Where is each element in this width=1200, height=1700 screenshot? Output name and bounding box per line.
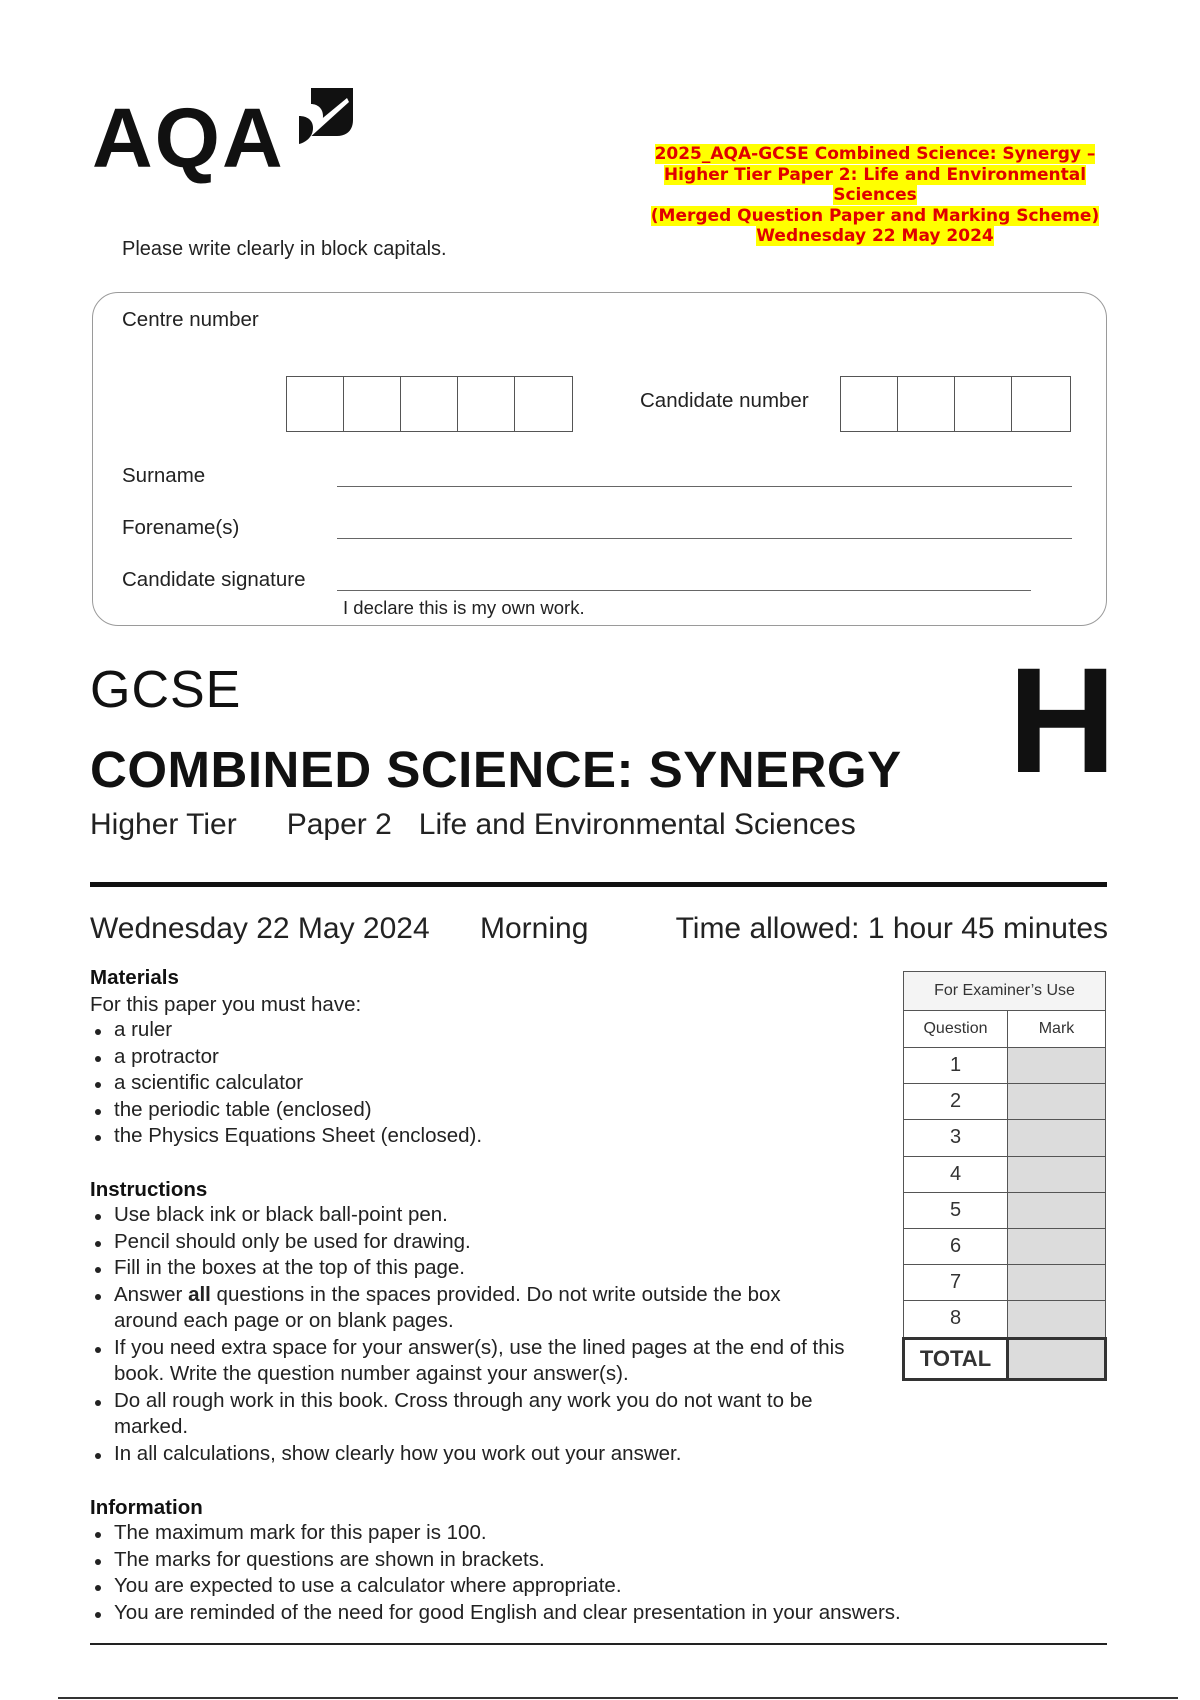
- question-number: 6: [904, 1228, 1008, 1264]
- answer-all-text: Answer: [114, 1282, 189, 1306]
- digit-box[interactable]: [955, 377, 1012, 431]
- candidate-number-label: Candidate number: [640, 389, 809, 412]
- instructions-item: Fill in the boxes at the top of this page.: [90, 1255, 850, 1282]
- digit-box[interactable]: [458, 377, 515, 431]
- information-section: [90, 1496, 1107, 1626]
- question-number: 8: [904, 1301, 1008, 1338]
- question-number: 4: [904, 1156, 1008, 1192]
- banner-line: Wednesday 22 May 2024: [756, 226, 994, 246]
- materials-item: a scientific calculator: [90, 1070, 850, 1097]
- table-row: [904, 1301, 1106, 1338]
- aqa-logo-mark-icon: [297, 86, 355, 148]
- total-label: TOTAL: [904, 1338, 1008, 1379]
- question-number: 2: [904, 1084, 1008, 1120]
- document-banner: [650, 144, 1100, 247]
- question-column-header: Question: [904, 1011, 1008, 1048]
- exam-session: Morning: [480, 912, 589, 945]
- page-edge-line: [58, 1697, 1178, 1699]
- forenames-field[interactable]: [337, 538, 1072, 539]
- mark-cell: [1008, 1120, 1106, 1156]
- banner-line: Sciences: [833, 185, 917, 205]
- digit-box[interactable]: [841, 377, 898, 431]
- mark-cell: [1008, 1156, 1106, 1192]
- forenames-label: Forename(s): [122, 516, 240, 539]
- banner-line: 2025_AQA-GCSE Combined Science: Synergy –: [654, 144, 1096, 164]
- table-row: [904, 1228, 1106, 1264]
- mark-cell: [1008, 1084, 1106, 1120]
- surname-field[interactable]: [337, 486, 1072, 487]
- exam-date: Wednesday 22 May 2024: [90, 912, 430, 945]
- digit-box[interactable]: [401, 377, 458, 431]
- centre-number-label: Centre number: [122, 308, 259, 331]
- information-item: The maximum mark for this paper is 100.: [90, 1520, 1107, 1547]
- mark-cell: [1008, 1301, 1106, 1338]
- candidate-number-boxes[interactable]: [840, 376, 1071, 432]
- declaration-text: I declare this is my own work.: [343, 597, 585, 618]
- instructions-heading: Instructions: [90, 1178, 208, 1201]
- table-row: [904, 1120, 1106, 1156]
- materials-item: the periodic table (enclosed): [90, 1097, 850, 1124]
- digit-box[interactable]: [898, 377, 955, 431]
- information-item: You are reminded of the need for good English and clear presentation in your answers.: [90, 1600, 1107, 1627]
- mark-cell: [1008, 1228, 1106, 1264]
- aqa-logo: [92, 86, 362, 186]
- qualification-title: GCSE: [90, 661, 242, 719]
- tier-name: Higher Tier: [90, 808, 237, 841]
- mark-cell: [1008, 1265, 1106, 1301]
- time-allowed: Time allowed: 1 hour 45 minutes: [675, 912, 1108, 945]
- tier-letter: H: [1008, 636, 1117, 804]
- table-row: [904, 1265, 1106, 1301]
- instructions-item: In all calculations, show clearly how you work out your answer.: [90, 1441, 850, 1468]
- signature-label: Candidate signature: [122, 568, 306, 591]
- digit-box[interactable]: [287, 377, 344, 431]
- table-row: [904, 1192, 1106, 1228]
- materials-item: the Physics Equations Sheet (enclosed).: [90, 1123, 850, 1150]
- centre-number-boxes[interactable]: [286, 376, 573, 432]
- question-number: 5: [904, 1192, 1008, 1228]
- instructions-item: If you need extra space for your answer(s), use the lined pages at the end of this book. Write the question number against your answer(s).: [90, 1335, 850, 1388]
- table-row: [904, 1156, 1106, 1192]
- question-number: 1: [904, 1048, 1008, 1084]
- materials-section: [90, 966, 850, 1150]
- digit-box[interactable]: [1012, 377, 1069, 431]
- divider: [90, 882, 1107, 887]
- paper-name: Life and Environmental Sciences: [418, 808, 856, 841]
- instructions-item: [90, 1282, 850, 1335]
- materials-item: a ruler: [90, 1017, 850, 1044]
- digit-box[interactable]: [344, 377, 401, 431]
- mark-column-header: Mark: [1008, 1011, 1106, 1048]
- materials-intro: For this paper you must have:: [90, 993, 362, 1016]
- materials-heading: Materials: [90, 966, 179, 989]
- paper-subtitle: [90, 808, 856, 842]
- banner-line: Higher Tier Paper 2: Life and Environmental: [663, 164, 1087, 185]
- instructions-item: Use black ink or black ball-point pen.: [90, 1202, 850, 1229]
- instructions-item: Do all rough work in this book. Cross through any work you do not want to be marked.: [90, 1388, 850, 1441]
- block-capitals-instruction: Please write clearly in block capitals.: [122, 238, 447, 260]
- question-number: 3: [904, 1120, 1008, 1156]
- information-heading: Information: [90, 1496, 203, 1519]
- answer-all-bold: all: [188, 1282, 211, 1306]
- total-mark-cell: [1008, 1338, 1106, 1379]
- surname-label: Surname: [122, 464, 206, 487]
- banner-line: (Merged Question Paper and Marking Scheme): [650, 205, 1100, 226]
- examiner-use-table: [902, 971, 1107, 1381]
- question-number: 7: [904, 1265, 1008, 1301]
- instructions-item: Pencil should only be used for drawing.: [90, 1229, 850, 1256]
- signature-field[interactable]: [337, 590, 1031, 591]
- answer-all-text: questions in the spaces provided. Do not write outside the box around each page or on blank pages.: [114, 1282, 781, 1332]
- instructions-section: [90, 1178, 850, 1467]
- logo-wordmark: AQA: [92, 91, 285, 185]
- table-row: [904, 1048, 1106, 1084]
- digit-box[interactable]: [515, 377, 572, 431]
- subject-title: COMBINED SCIENCE: SYNERGY: [90, 741, 902, 798]
- bottom-divider: [90, 1643, 1107, 1645]
- paper-number: Paper 2: [286, 808, 392, 841]
- examiner-table-title: For Examiner’s Use: [904, 972, 1106, 1011]
- mark-cell: [1008, 1192, 1106, 1228]
- table-row: [904, 1084, 1106, 1120]
- materials-item: a protractor: [90, 1044, 850, 1071]
- mark-cell: [1008, 1048, 1106, 1084]
- information-item: The marks for questions are shown in brackets.: [90, 1547, 1107, 1574]
- information-item: You are expected to use a calculator where appropriate.: [90, 1573, 1107, 1600]
- total-row: [904, 1338, 1106, 1379]
